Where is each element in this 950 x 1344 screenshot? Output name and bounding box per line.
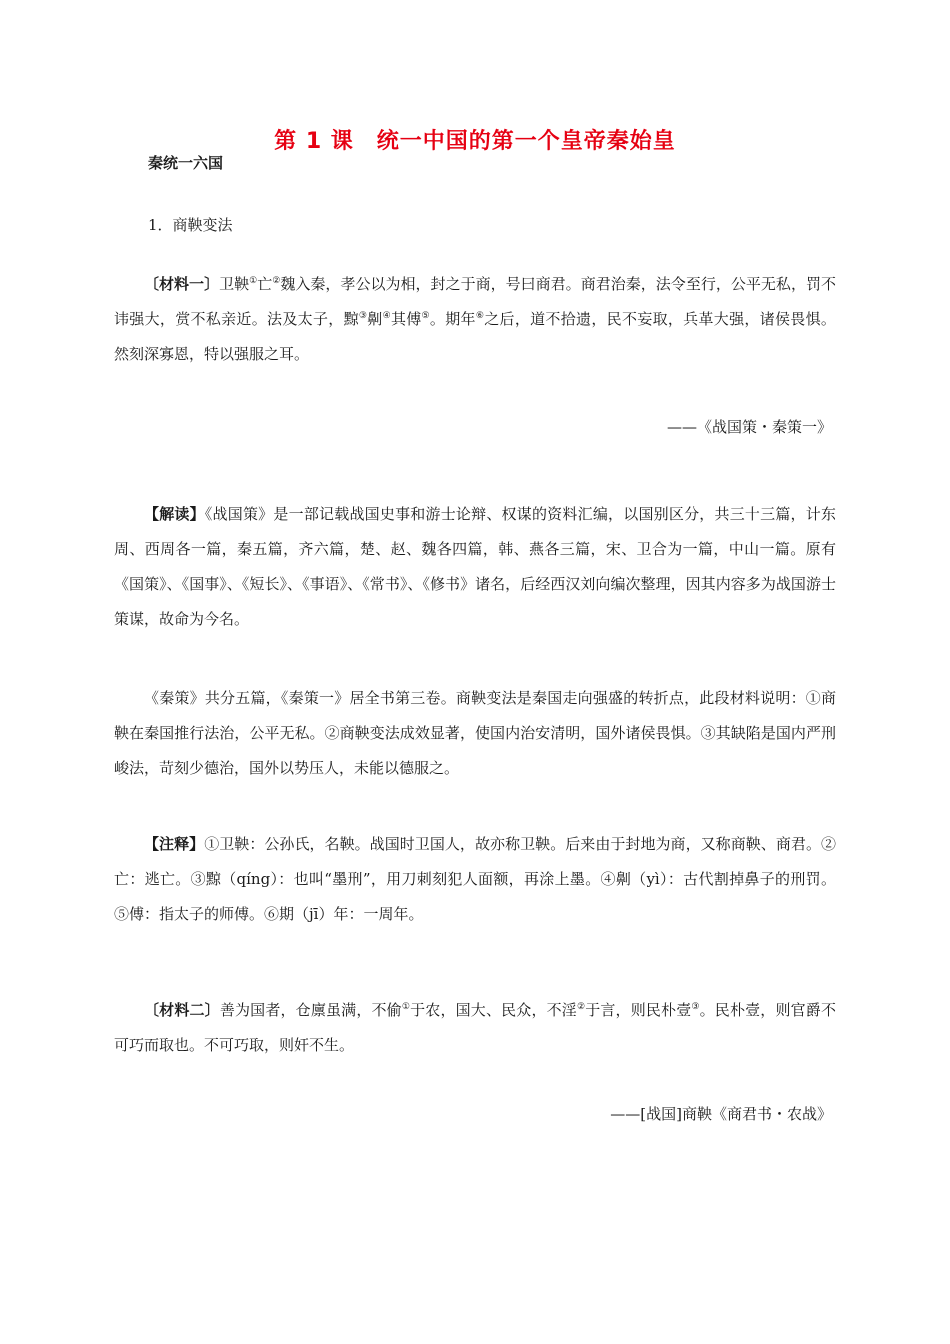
text-run: 劓 <box>367 310 383 328</box>
note-ref: ③ <box>691 1002 700 1012</box>
text-run: 之后，道不拾遗，民不妄取，兵革大强，诸侯畏惧。然刻深寡恩，特以强服之耳。 <box>114 310 836 363</box>
interpretation-label: 【解读】 <box>144 505 205 523</box>
material-two-label: 〔材料二〕 <box>144 1001 220 1019</box>
note-ref: ① <box>249 276 258 286</box>
section-heading: 秦统一六国 <box>148 154 224 172</box>
notes-paragraph <box>114 827 836 932</box>
text-run: 。民朴壹，则官爵不可巧而取也。不可巧取，则奸不生。 <box>114 1001 836 1054</box>
note-ref: ⑤ <box>421 311 430 321</box>
text-run: 。期年 <box>429 310 476 328</box>
material-one-label: 〔材料一〕 <box>144 275 220 293</box>
text-run: 其傅 <box>390 310 422 328</box>
text-run: 《战国策》是一部记载战国史事和游士论辩、权谋的资料汇编，以国别区分，共三十三篇，计东周、西周各一篇，秦五篇，齐六篇，楚、赵、魏各四篇，韩、燕各三篇，宋、卫合为一篇，中山一篇。原有《国策》、《国事》、《短长》、《事语》、《常书》、《修书》诸名，后经西汉刘向编次整理，因其内容多为战国游士策谋，故命为今名。 <box>114 505 836 628</box>
text-run: 魏入秦，孝公以为相，封之于商，号曰商君。商君治秦，法令至行，公平无私，罚不讳强大，赏不私亲近。法及太子，黥 <box>114 275 836 328</box>
material-one-paragraph <box>114 267 836 372</box>
text-run: 卫鞅 <box>219 275 250 293</box>
material-one-source: ——《战国策・秦策一》 <box>666 418 832 436</box>
text-run: ①卫鞅：公孙氏，名鞅。战国时卫国人，故亦称卫鞅。后来由于封地为商，又称商鞅、商君。②亡：逃亡。③黥（qíng）：也叫“墨刑”，用刀刺刻犯人面额，再涂上墨。④劓（yì）：古代割掉鼻子的刑罚。⑤傅：指太子的师傅。⑥期（jī）年：一周年。 <box>114 835 836 923</box>
note-ref: ② <box>272 276 281 286</box>
interpretation-paragraph <box>114 497 836 637</box>
note-ref: ④ <box>382 311 391 321</box>
text-run: 亡 <box>257 275 273 293</box>
material-two-paragraph <box>114 993 836 1063</box>
note-ref: ② <box>576 1002 586 1012</box>
material-two-source: ——[战国]商鞅《商君书・农战》 <box>610 1105 832 1123</box>
item-heading: 1．商鞅变法 <box>148 216 233 234</box>
text-run: 于农，国大、民众，不淫 <box>410 1001 577 1019</box>
interpretation-paragraph-2: 《秦策》共分五篇，《秦策一》居全书第三卷。商鞅变法是秦国走向强盛的转折点，此段材料说明：①商鞅在秦国推行法治，公平无私。②商鞅变法成效显著，使国内治安清明，国外诸侯畏惧。③其缺陷是国内严刑峻法，苛刻少德治，国外以势压人，未能以德服之。 <box>114 689 836 777</box>
lesson-title: 第 1 课 统一中国的第一个皇帝秦始皇 <box>274 129 676 154</box>
note-ref: ③ <box>358 311 368 321</box>
note-ref: ① <box>401 1002 411 1012</box>
note-ref: ⑥ <box>475 311 485 321</box>
text-run: 善为国者，仓廪虽满，不偷 <box>219 1001 402 1019</box>
notes-label: 【注释】 <box>144 835 205 853</box>
text-run: 于言，则民朴壹 <box>585 1001 692 1019</box>
